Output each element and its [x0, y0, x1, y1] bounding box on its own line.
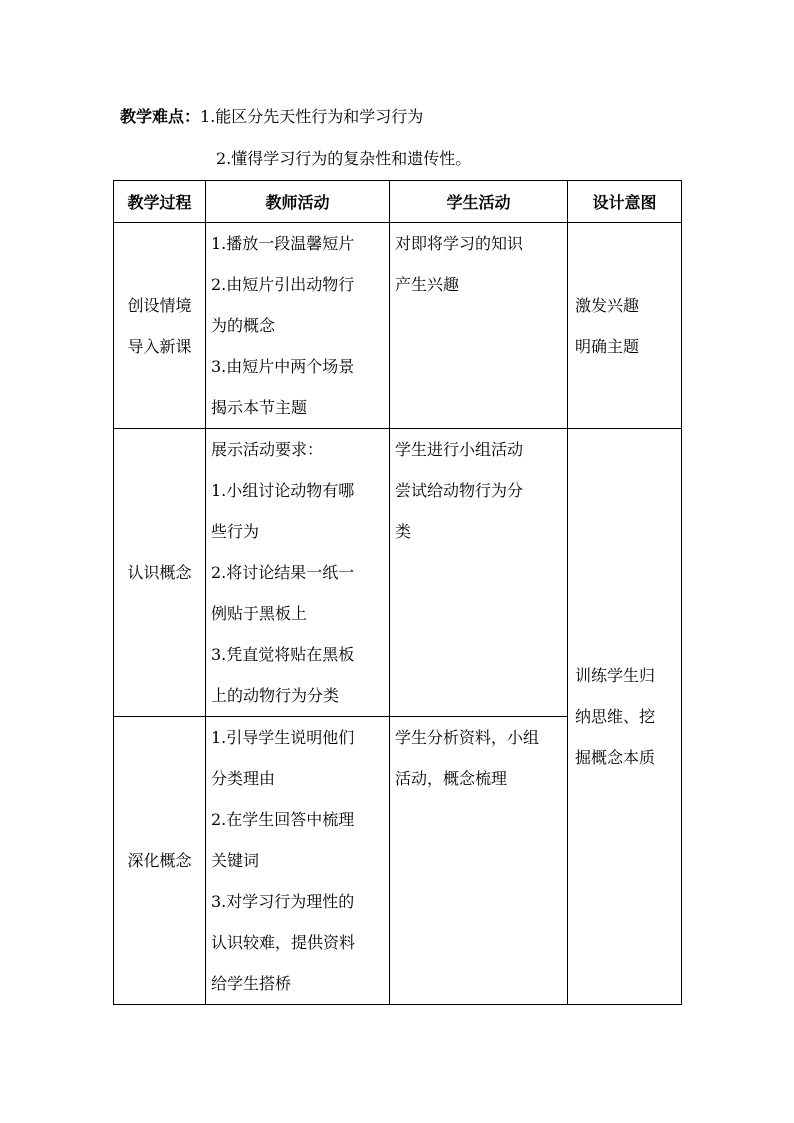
difficulty-label: 教学难点：	[120, 107, 201, 126]
teacher-activity-cell: 1.引导学生说明他们 分类理由 2.在学生回答中梳理 关键词 3.对学习行为理性的 认识较难，提供资料 给学生搭桥	[206, 717, 390, 1005]
header-teacher-activity: 教师活动	[206, 181, 390, 223]
teacher-activity-cell: 1.播放一段温馨短片 2.由短片引出动物行 为的概念 3.由短片中两个场景 揭示本节主题	[206, 223, 390, 429]
header-process: 教学过程	[114, 181, 206, 223]
teacher-activity-cell: 展示活动要求： 1.小组讨论动物有哪 些行为 2.将讨论结果一纸一 例贴于黑板上 3.凭直觉将贴在黑板 上的动物行为分类	[206, 429, 390, 717]
lesson-plan-table	[113, 180, 682, 1005]
student-activity-cell: 对即将学习的知识 产生兴趣	[390, 223, 568, 429]
table-row	[114, 223, 682, 429]
stage-cell: 创设情境 导入新课	[114, 223, 206, 429]
student-activity-cell: 学生分析资料，小组 活动，概念梳理	[390, 717, 568, 1005]
design-intent-cell: 训练学生归 纳思维、挖 掘概念本质	[568, 429, 682, 1005]
difficulty-item-1: 1.能区分先天性行为和学习行为	[200, 107, 424, 126]
student-activity-cell: 学生进行小组活动 尝试给动物行为分 类	[390, 429, 568, 717]
teaching-difficulty	[120, 104, 472, 168]
design-intent-cell: 激发兴趣 明确主题	[568, 223, 682, 429]
difficulty-item-2: 2.懂得学习行为的复杂性和遗传性。	[216, 149, 472, 168]
stage-cell: 认识概念	[114, 429, 206, 717]
table-header-row	[114, 181, 682, 223]
header-student-activity: 学生活动	[390, 181, 568, 223]
table-row	[114, 429, 682, 717]
stage-cell: 深化概念	[114, 717, 206, 1005]
header-design-intent: 设计意图	[568, 181, 682, 223]
